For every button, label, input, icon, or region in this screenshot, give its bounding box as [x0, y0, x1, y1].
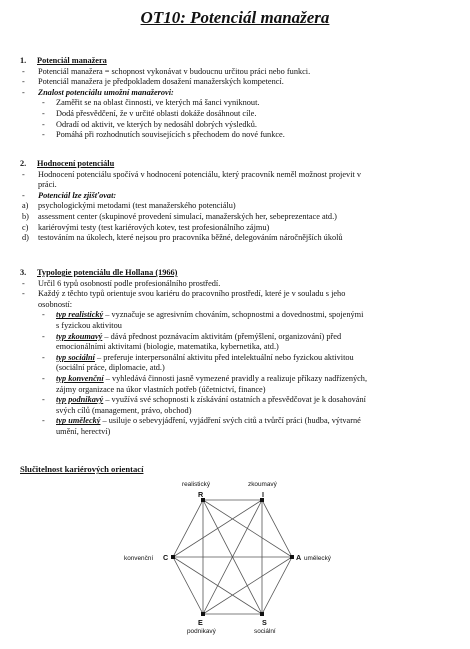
type-item-continuation: umění, herectví): [56, 426, 111, 436]
node-label-realisticky: realistický: [182, 481, 211, 488]
section-1-heading: 1. Potenciál manažera: [20, 56, 107, 65]
list-item: - Zaměřit se na oblast činnosti, ve kterých má šanci vyniknout.: [42, 98, 260, 108]
hexagon-edges: [173, 500, 292, 614]
list-item: - Hodnocení potenciálu spočívá v hodnocení potenciálu, který pracovník neměl možnost projevit v: [22, 169, 362, 179]
node-letter-i: I: [262, 490, 264, 499]
node-letter-c: C: [163, 553, 169, 562]
type-item: - typ sociální – preferuje interpersonální aktivitu před intelektuální nebo fyzickou aktivitou: [42, 352, 354, 362]
type-item-continuation: s fyzickou aktivitou: [56, 320, 122, 330]
type-item: - typ umělecký – usiluje o sebevyjádření, vyjádření svých citů a tvůrčí práci (hudba, výtvarné: [42, 416, 361, 426]
node-letter-s: S: [262, 618, 267, 627]
list-item: - Každý z těchto typů orientuje svou kariéru do pracovního prostředí, které je v souladu s jeho: [22, 289, 346, 299]
type-item: - typ zkoumavý – dává přednost poznávacím aktivitám (přemýšlení, organizování) před: [42, 331, 342, 341]
list-item: - Odradí od aktivit, ve kterých by nedosáhl dobrých výsledků.: [42, 119, 257, 129]
list-item: - Potenciál lze zjišťovat:: [22, 190, 117, 200]
node-label-zkoumavy: zkoumavý: [248, 481, 277, 488]
list-item: - Pomáhá při rozhodnutích souvisejících s přechodem do nové funkce.: [42, 130, 285, 140]
list-item: - Potenciál manažera je předpokladem dosažení manažerských kompetencí.: [22, 77, 284, 87]
node-marker-s: [260, 612, 264, 616]
type-item: - typ podnikavý – využívá své schopnosti k získávání ostatních a přesvědčovat je k dosahování: [42, 395, 366, 405]
node-letter-a: A: [296, 553, 302, 562]
compat-title: Slučitelnost kariérových orientací: [20, 464, 144, 474]
section-2-heading: 2. Hodnocení potenciálu: [20, 159, 115, 168]
lettered-item: c) kariérovými testy (test kariérových kotev, test profesionálního zájmu): [22, 222, 270, 232]
node-marker-c: [171, 555, 175, 559]
node-marker-a: [290, 555, 294, 559]
section-3-heading: 3. Typologie potenciálu dle Hollana (1966): [20, 268, 178, 277]
node-marker-e: [201, 612, 205, 616]
node-letter-r: R: [198, 490, 204, 499]
lettered-item: d) testováním na úkolech, které nejsou pro pracovníka běžné, delegováním náročnějších úkolů: [22, 233, 343, 243]
node-letter-e: E: [198, 618, 203, 627]
lettered-item: a) psychologickými metodami (test manažerského potenciálu): [22, 201, 236, 211]
node-label-umelecky: umělecký: [304, 555, 331, 562]
list-item-continuation: osobností:: [38, 299, 73, 309]
type-item: - typ konvenční – vyhledává činnosti jasně vymezené pravidly a realizuje příkazy nadřízených,: [42, 373, 368, 383]
list-item-continuation: práci.: [38, 180, 57, 190]
node-label-konvencni: konvenční: [124, 555, 154, 562]
list-item: - Určil 6 typů osobností podle profesionálního prostředí.: [22, 278, 221, 288]
node-label-socialni: sociální: [254, 628, 276, 635]
type-item-continuation: emocionálními aktivitami (biologie, matematika, kybernetika, atd.): [56, 342, 279, 352]
list-item: - Potenciál manažera = schopnost vykonávat v budoucnu určitou práci nebo funkci.: [22, 66, 311, 76]
node-label-podnikavy: podnikavý: [187, 628, 216, 635]
type-item-continuation: svých cílů (management, právo, obchod): [56, 405, 192, 415]
document-title: OT10: Potenciál manažera: [140, 8, 330, 27]
type-item: - typ realistický – vyznačuje se agresivním chováním, schopnostmi a dovednostmi, spojenými: [42, 310, 364, 320]
type-item-continuation: (sociální práce, diplomacie, atd.): [56, 363, 165, 373]
type-item-continuation: zájmy organizace na úkor vlastních potřeb (účetnictví, finance): [56, 384, 266, 394]
list-item: - Dodá přesvědčení, že v určité oblasti dokáže dosáhnout cíle.: [42, 108, 257, 118]
lettered-item: b) assessment center (skupinové provedení simulací, manažerských her, sebeprezentace atd.): [22, 211, 337, 221]
list-item: - Znalost potenciálu umožní manažerovi:: [22, 87, 174, 97]
